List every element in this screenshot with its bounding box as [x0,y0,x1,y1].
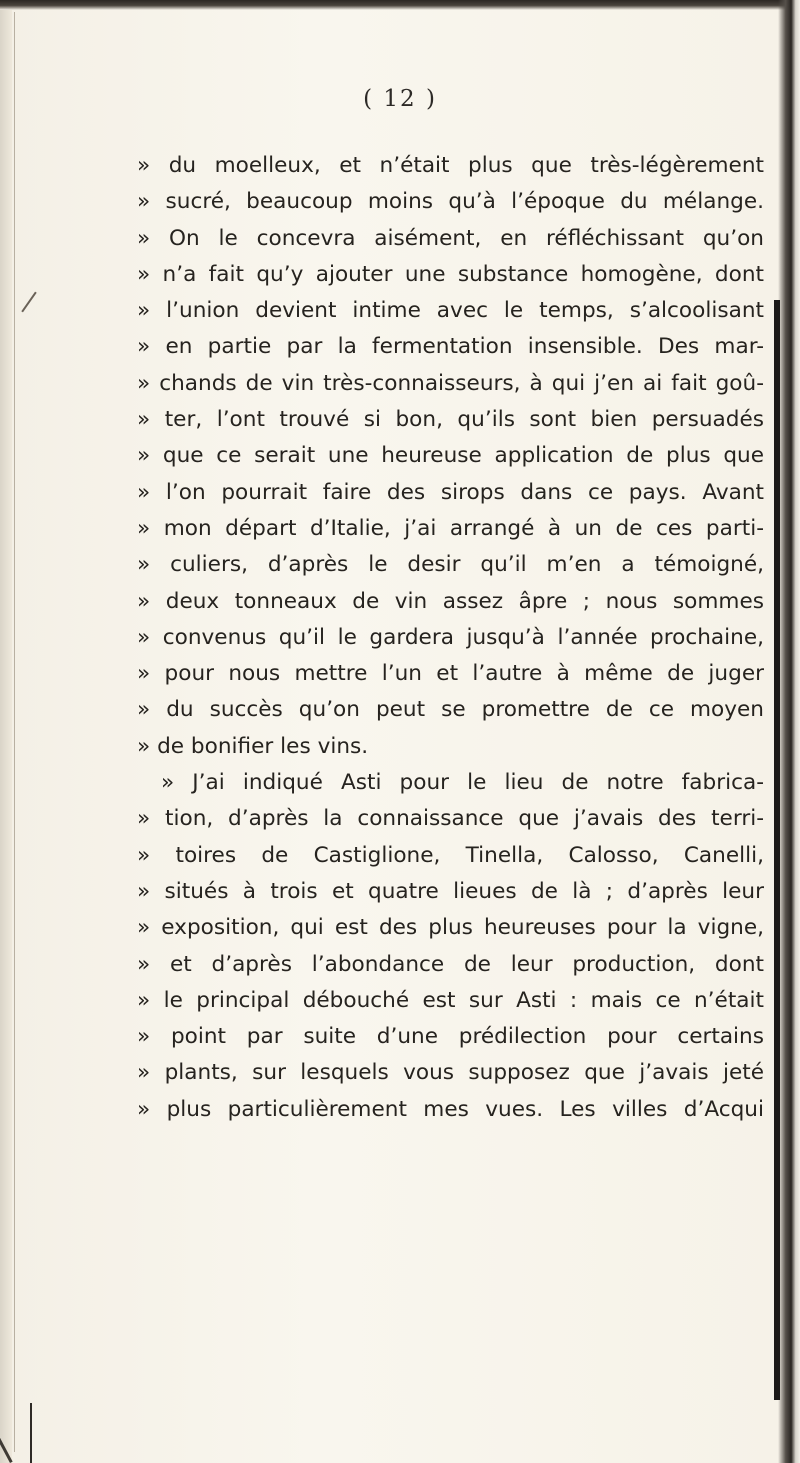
text-line: » point par suite d’une prédilection pour certains [137,1024,764,1050]
scan-edge-right [778,0,800,1463]
margin-mark [21,292,36,313]
text-line: » de bonifier les vins. [137,733,369,759]
text-line: » du succès qu’on peut se promettre de ce moyen [137,697,764,723]
text-line: » pour nous mettre l’un et l’autre à même de juger [137,661,764,687]
scan-shadow-right [774,300,780,1400]
text-line: » culiers, d’après le desir qu’il m’en a témoigné, [137,552,764,578]
text-line: » toires de Castiglione, Tinella, Calosso, Canelli, [137,842,764,868]
text-line: » convenus qu’il le gardera jusqu’à l’année prochaine, [137,624,764,650]
text-line: » chands de vin très-connaisseurs, à qui j’en ai fait goû- [137,370,764,396]
text-line: » On le concevra aisément, en réfléchissant qu’on [137,225,764,251]
text-line: » en partie par la fermentation insensible. Des mar- [137,334,764,360]
scan-border-line [14,12,15,1452]
scan-edge-top [0,0,800,10]
text-line: » plants, sur lesquels vous supposez que j’avais jeté [137,1060,764,1086]
text-line: » tion, d’après la connaissance que j’avais des terri- [137,806,764,832]
text-line: » sucré, beaucoup moins qu’à l’époque du mélange. [137,189,764,215]
text-line: » deux tonneaux de vin assez âpre ; nous sommes [137,588,764,614]
text-line: » exposition, qui est des plus heureuses pour la vigne, [137,915,764,941]
text-line: » du moelleux, et n’était plus que très-légèrement [137,153,764,178]
body-text [137,148,764,1128]
page-number-header: ( 12 ) [363,86,437,112]
text-line: » que ce serait une heureuse application de plus que [137,443,764,469]
corner-mark-2 [30,1403,32,1463]
text-line: » et d’après l’abondance de leur production, dont [137,951,764,977]
text-line: » plus particulièrement mes vues. Les villes d’Acqui [137,1096,764,1122]
text-line: » n’a fait qu’y ajouter une substance homogène, dont [137,261,764,287]
text-line: » J’ai indiqué Asti pour le lieu de notre fabrica- [161,770,764,796]
text-line: » l’on pourrait faire des sirops dans ce pays. Avant [137,479,764,505]
scan-edge-left [0,10,12,1463]
text-line: » le principal débouché est sur Asti : mais ce n’était [137,987,764,1013]
text-line: » situés à trois et quatre lieues de là ; d’après leur [137,878,764,904]
text-line: » mon départ d’Italie, j’ai arrangé à un de ces parti- [137,515,764,541]
text-line: » l’union devient intime avec le temps, s’alcoolisant [137,298,764,324]
text-line: » ter, l’ont trouvé si bon, qu’ils sont bien persuadés [137,407,764,433]
